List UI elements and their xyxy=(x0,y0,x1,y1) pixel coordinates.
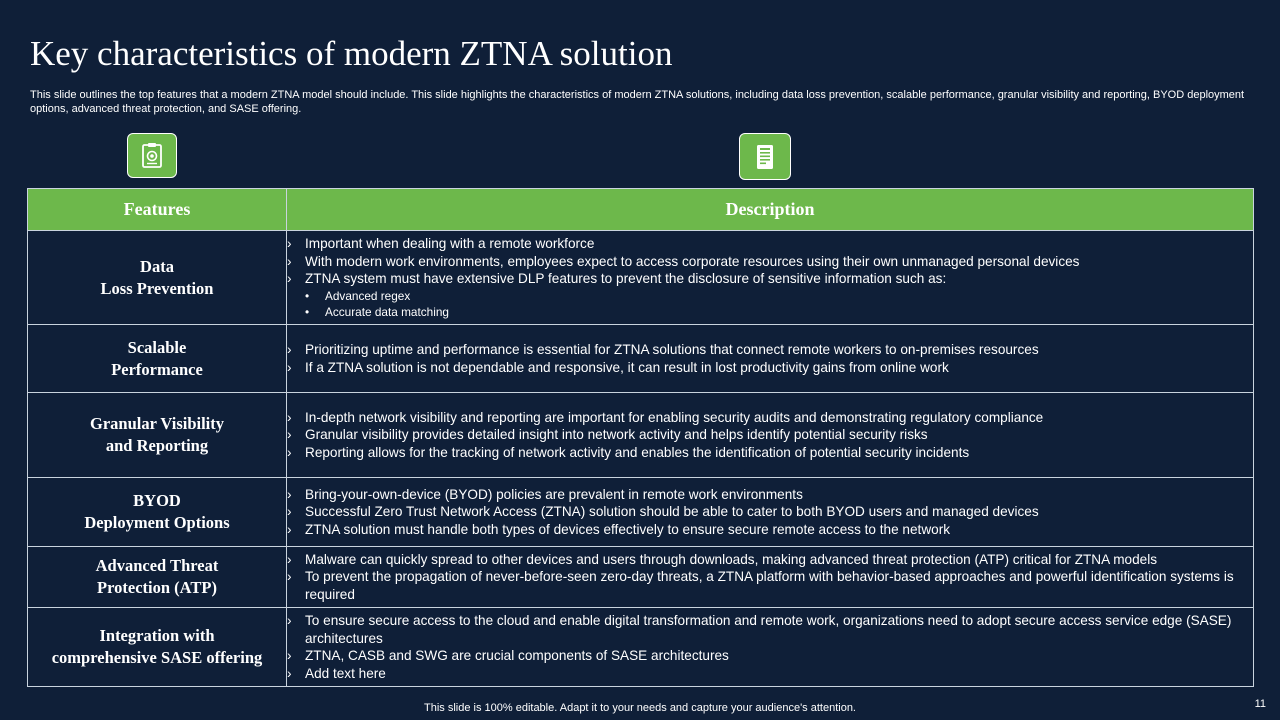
bullet-marker: › xyxy=(287,236,292,252)
characteristics-table xyxy=(27,188,1254,687)
table-row xyxy=(28,478,1254,547)
list-item: › Prioritizing uptime and performance is essential for ZTNA solutions that connect remote workers to on-premises resources xyxy=(287,342,1039,357)
list-item: › Granular visibility provides detailed insight into network activity and helps identify potential security risks xyxy=(287,427,928,443)
sub-bullet-marker: • xyxy=(305,304,310,319)
list-item: › Successful Zero Trust Network Access (ZTNA) solution should be able to cater to both BYOD users and managed devices xyxy=(287,504,1039,520)
feature-cell: Integration with comprehensive SASE offering xyxy=(28,608,287,687)
sub-bullet-marker: • xyxy=(305,288,310,303)
page-number: 11 xyxy=(1254,698,1266,710)
description-cell xyxy=(287,608,1254,687)
bullet-marker: › xyxy=(287,521,292,537)
bullet-marker: › xyxy=(287,569,292,585)
bullet-marker: › xyxy=(287,359,292,375)
feature-cell: Granular Visibility and Reporting xyxy=(28,393,287,478)
list-item: › ZTNA solution must handle both types of devices effectively to ensure secure remote access to the network xyxy=(287,521,951,537)
certificate-icon-box xyxy=(127,133,177,178)
table-row xyxy=(28,325,1254,393)
table-row xyxy=(28,393,1254,478)
list-item: › With modern work environments, employees expect to access corporate resources using their own unmanaged personal devices xyxy=(287,253,1080,269)
table-row xyxy=(28,547,1254,608)
bullet-marker: › xyxy=(287,613,292,628)
bullet-marker: › xyxy=(287,486,292,502)
description-cell xyxy=(287,231,1254,325)
feature-cell: Advanced Threat Protection (ATP) xyxy=(28,547,287,608)
bullet-marker: › xyxy=(287,665,292,681)
feature-cell: Data Loss Prevention xyxy=(28,231,287,325)
bullet-marker: › xyxy=(287,648,292,663)
description-cell xyxy=(287,478,1254,547)
description-cell xyxy=(287,325,1254,393)
bullet-marker: › xyxy=(287,551,292,567)
list-item: › To prevent the propagation of never-before-seen zero-day threats, a ZTNA platform with behavior-based approaches and powerful identification systems is required xyxy=(287,569,1234,602)
certificate-icon xyxy=(139,142,165,170)
list-item: › ZTNA, CASB and SWG are crucial components of SASE architectures xyxy=(287,648,729,663)
bullet-marker: › xyxy=(287,271,292,287)
document-icon xyxy=(752,143,778,171)
footer-note: This slide is 100% editable. Adapt it to your needs and capture your audience's attention. xyxy=(424,702,856,714)
list-item: › Bring-your-own-device (BYOD) policies are prevalent in remote work environments xyxy=(287,486,803,502)
features-header: Features xyxy=(28,189,287,231)
bullet-marker: › xyxy=(287,504,292,520)
slide-subtitle: This slide outlines the top features that a modern ZTNA model should include. This slide highlights the characteristics of modern ZTNA solutions, including data loss prevention, scalable performance, granular visibility and reporting, BYOD deployment options, advanced threat protection, and SASE offering. xyxy=(30,89,1245,115)
bullet-marker: › xyxy=(287,409,292,425)
bullet-marker: › xyxy=(287,253,292,269)
add-text-placeholder[interactable]: Add text here xyxy=(305,665,386,681)
table-row xyxy=(28,231,1254,325)
list-item: › To ensure secure access to the cloud and enable digital transformation and remote work, organizations need to adopt secure access service edge (SASE) architectures xyxy=(287,613,1232,646)
list-item: › In-depth network visibility and reporting are important for enabling security audits and demonstrating regulatory compliance xyxy=(287,409,1044,425)
description-cell xyxy=(287,547,1254,608)
list-item: › Malware can quickly spread to other devices and users through downloads, making advanced threat protection (ATP) critical for ZTNA models xyxy=(287,551,1158,567)
list-item: › Important when dealing with a remote workforce xyxy=(287,236,595,252)
bullet-marker: › xyxy=(287,427,292,443)
table-header-row xyxy=(28,189,1254,231)
list-item: › ZTNA system must have extensive DLP features to prevent the disclosure of sensitive information such as: xyxy=(287,271,947,287)
feature-cell: Scalable Performance xyxy=(28,325,287,393)
description-header: Description xyxy=(287,189,1254,231)
sub-list-item: • Accurate data matching xyxy=(305,304,449,319)
list-item: › If a ZTNA solution is not dependable and responsive, it can result in lost productivity gains from online work xyxy=(287,359,949,375)
bullet-marker: › xyxy=(287,444,292,460)
list-item: › Reporting allows for the tracking of network activity and enables the identification of potential security incidents xyxy=(287,444,970,460)
bullet-marker: › xyxy=(287,342,292,357)
slide-title: Key characteristics of modern ZTNA solution xyxy=(30,34,673,73)
sub-list-item: • Advanced regex xyxy=(305,288,411,303)
feature-cell: BYOD Deployment Options xyxy=(28,478,287,547)
document-icon-box xyxy=(739,133,791,180)
description-cell xyxy=(287,393,1254,478)
list-item[interactable] xyxy=(287,665,1253,683)
table-row xyxy=(28,608,1254,687)
